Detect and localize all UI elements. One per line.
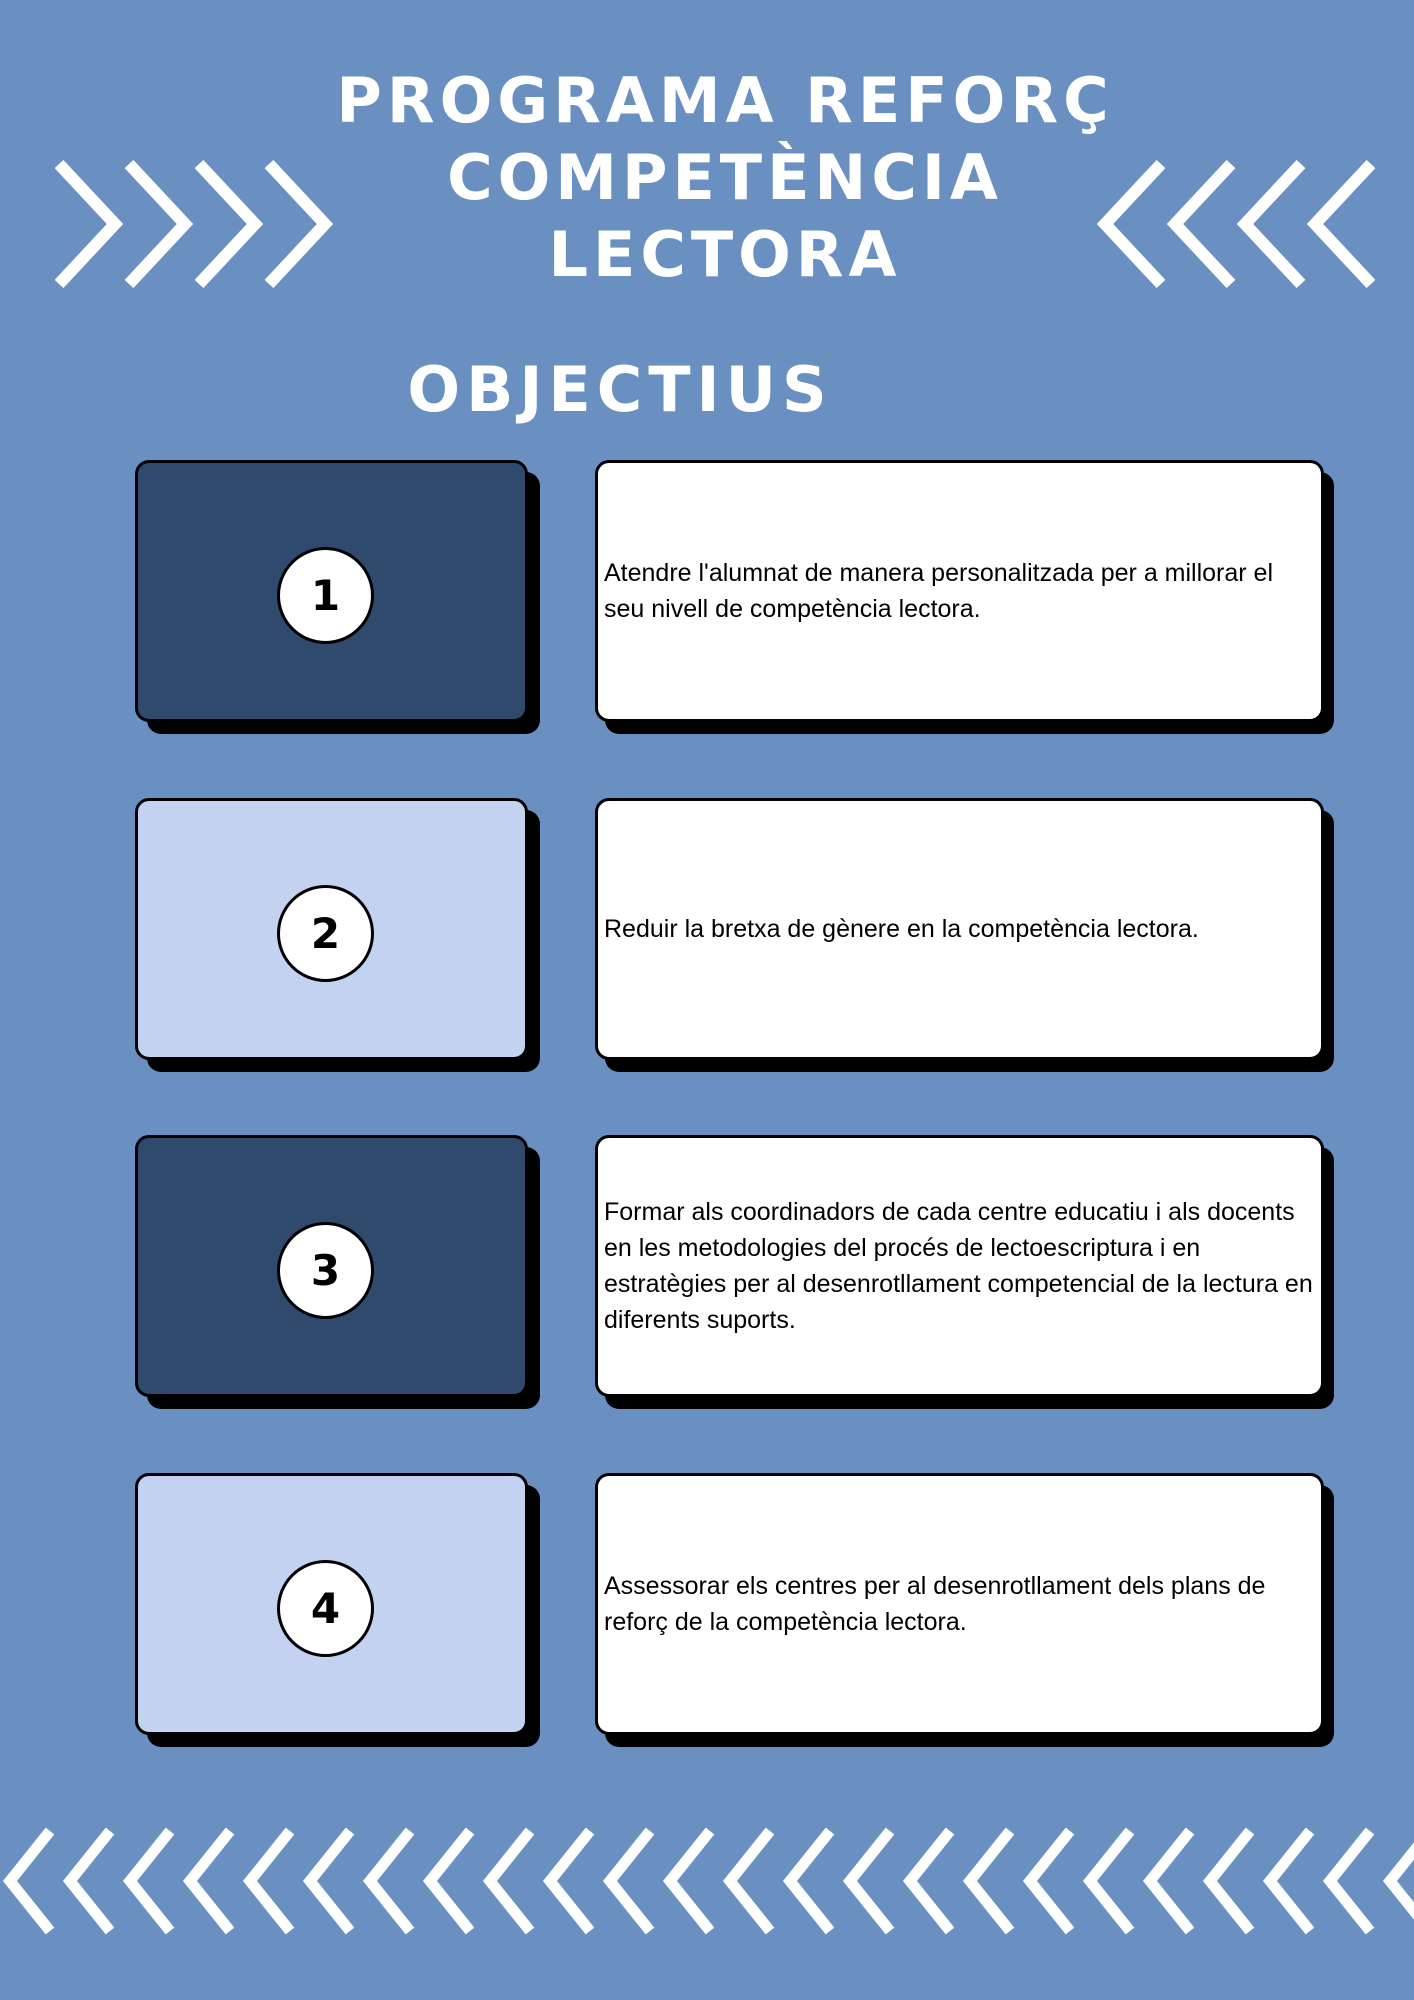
chevron-right-icon (59, 164, 115, 284)
objective-text-card-2 (595, 798, 1324, 1060)
chevron-left-icon (70, 1831, 110, 1931)
objective-text-card-3 (595, 1135, 1324, 1397)
objective-number-card-1 (135, 460, 528, 722)
title-line-3: LECTORA (548, 218, 902, 291)
chevron-left-icon (1390, 1831, 1414, 1931)
objective-text: Assessorar els centres per al desenrotllament dels plans de reforç de la competència lectora. (604, 1572, 1266, 1636)
chevron-left-icon (730, 1831, 770, 1931)
objective-text: Reduir la bretxa de gènere en la competència lectora. (604, 915, 1199, 943)
chevron-left-icon (370, 1831, 410, 1931)
objective-number-badge: 2 (277, 885, 374, 982)
objective-number-card-3 (135, 1135, 528, 1397)
title-line-1: PROGRAMA REFORÇ (336, 64, 1114, 137)
chevron-right-icon (199, 164, 255, 284)
chevron-left-icon (250, 1831, 290, 1931)
page-title (290, 62, 1160, 293)
chevron-left-icon (190, 1831, 230, 1931)
chevron-left-icon (1270, 1831, 1310, 1931)
objective-text: Atendre l'alumnat de manera personalitzada per a millorar el seu nivell de competència lectora. (604, 559, 1274, 623)
chevron-left-icon (1150, 1831, 1190, 1931)
chevron-right-icon (129, 164, 185, 284)
chevron-left-icon (1210, 1831, 1250, 1931)
chevron-left-icon (910, 1831, 950, 1931)
chevron-left-icon (670, 1831, 710, 1931)
title-line-2: COMPETÈNCIA (447, 141, 1003, 214)
objective-number-badge: 3 (277, 1222, 374, 1319)
objective-text: Formar als coordinadors de cada centre educatiu i als docents en les metodologies del procés de lectoescriptura i en estratègies per al desenrotllament competencial de la lectura en diferents suports. (604, 1198, 1313, 1334)
chevron-left-icon (1330, 1831, 1370, 1931)
objective-number-card-4 (135, 1473, 528, 1735)
chevron-left-icon (490, 1831, 530, 1931)
chevron-left-icon (1175, 164, 1231, 284)
chevron-left-icon (10, 1831, 50, 1931)
chevron-left-icon (310, 1831, 350, 1931)
chevron-left-icon (1090, 1831, 1130, 1931)
chevron-left-icon (1315, 164, 1371, 284)
objective-text-card-4 (595, 1473, 1324, 1735)
section-heading-objectius: OBJECTIUS (407, 353, 833, 426)
objective-text-card-1 (595, 460, 1324, 722)
chevron-left-icon (610, 1831, 650, 1931)
objective-number-card-2 (135, 798, 528, 1060)
chevron-left-icon (1030, 1831, 1070, 1931)
chevron-left-icon (970, 1831, 1010, 1931)
chevron-left-icon (130, 1831, 170, 1931)
objective-number-badge: 4 (277, 1560, 374, 1657)
chevron-left-icon (430, 1831, 470, 1931)
chevron-left-icon (850, 1831, 890, 1931)
bottom-chevrons-decoration (0, 1826, 1414, 1936)
chevron-left-icon (1245, 164, 1301, 284)
chevron-left-icon (790, 1831, 830, 1931)
objective-number-badge: 1 (277, 547, 374, 644)
chevron-left-icon (550, 1831, 590, 1931)
